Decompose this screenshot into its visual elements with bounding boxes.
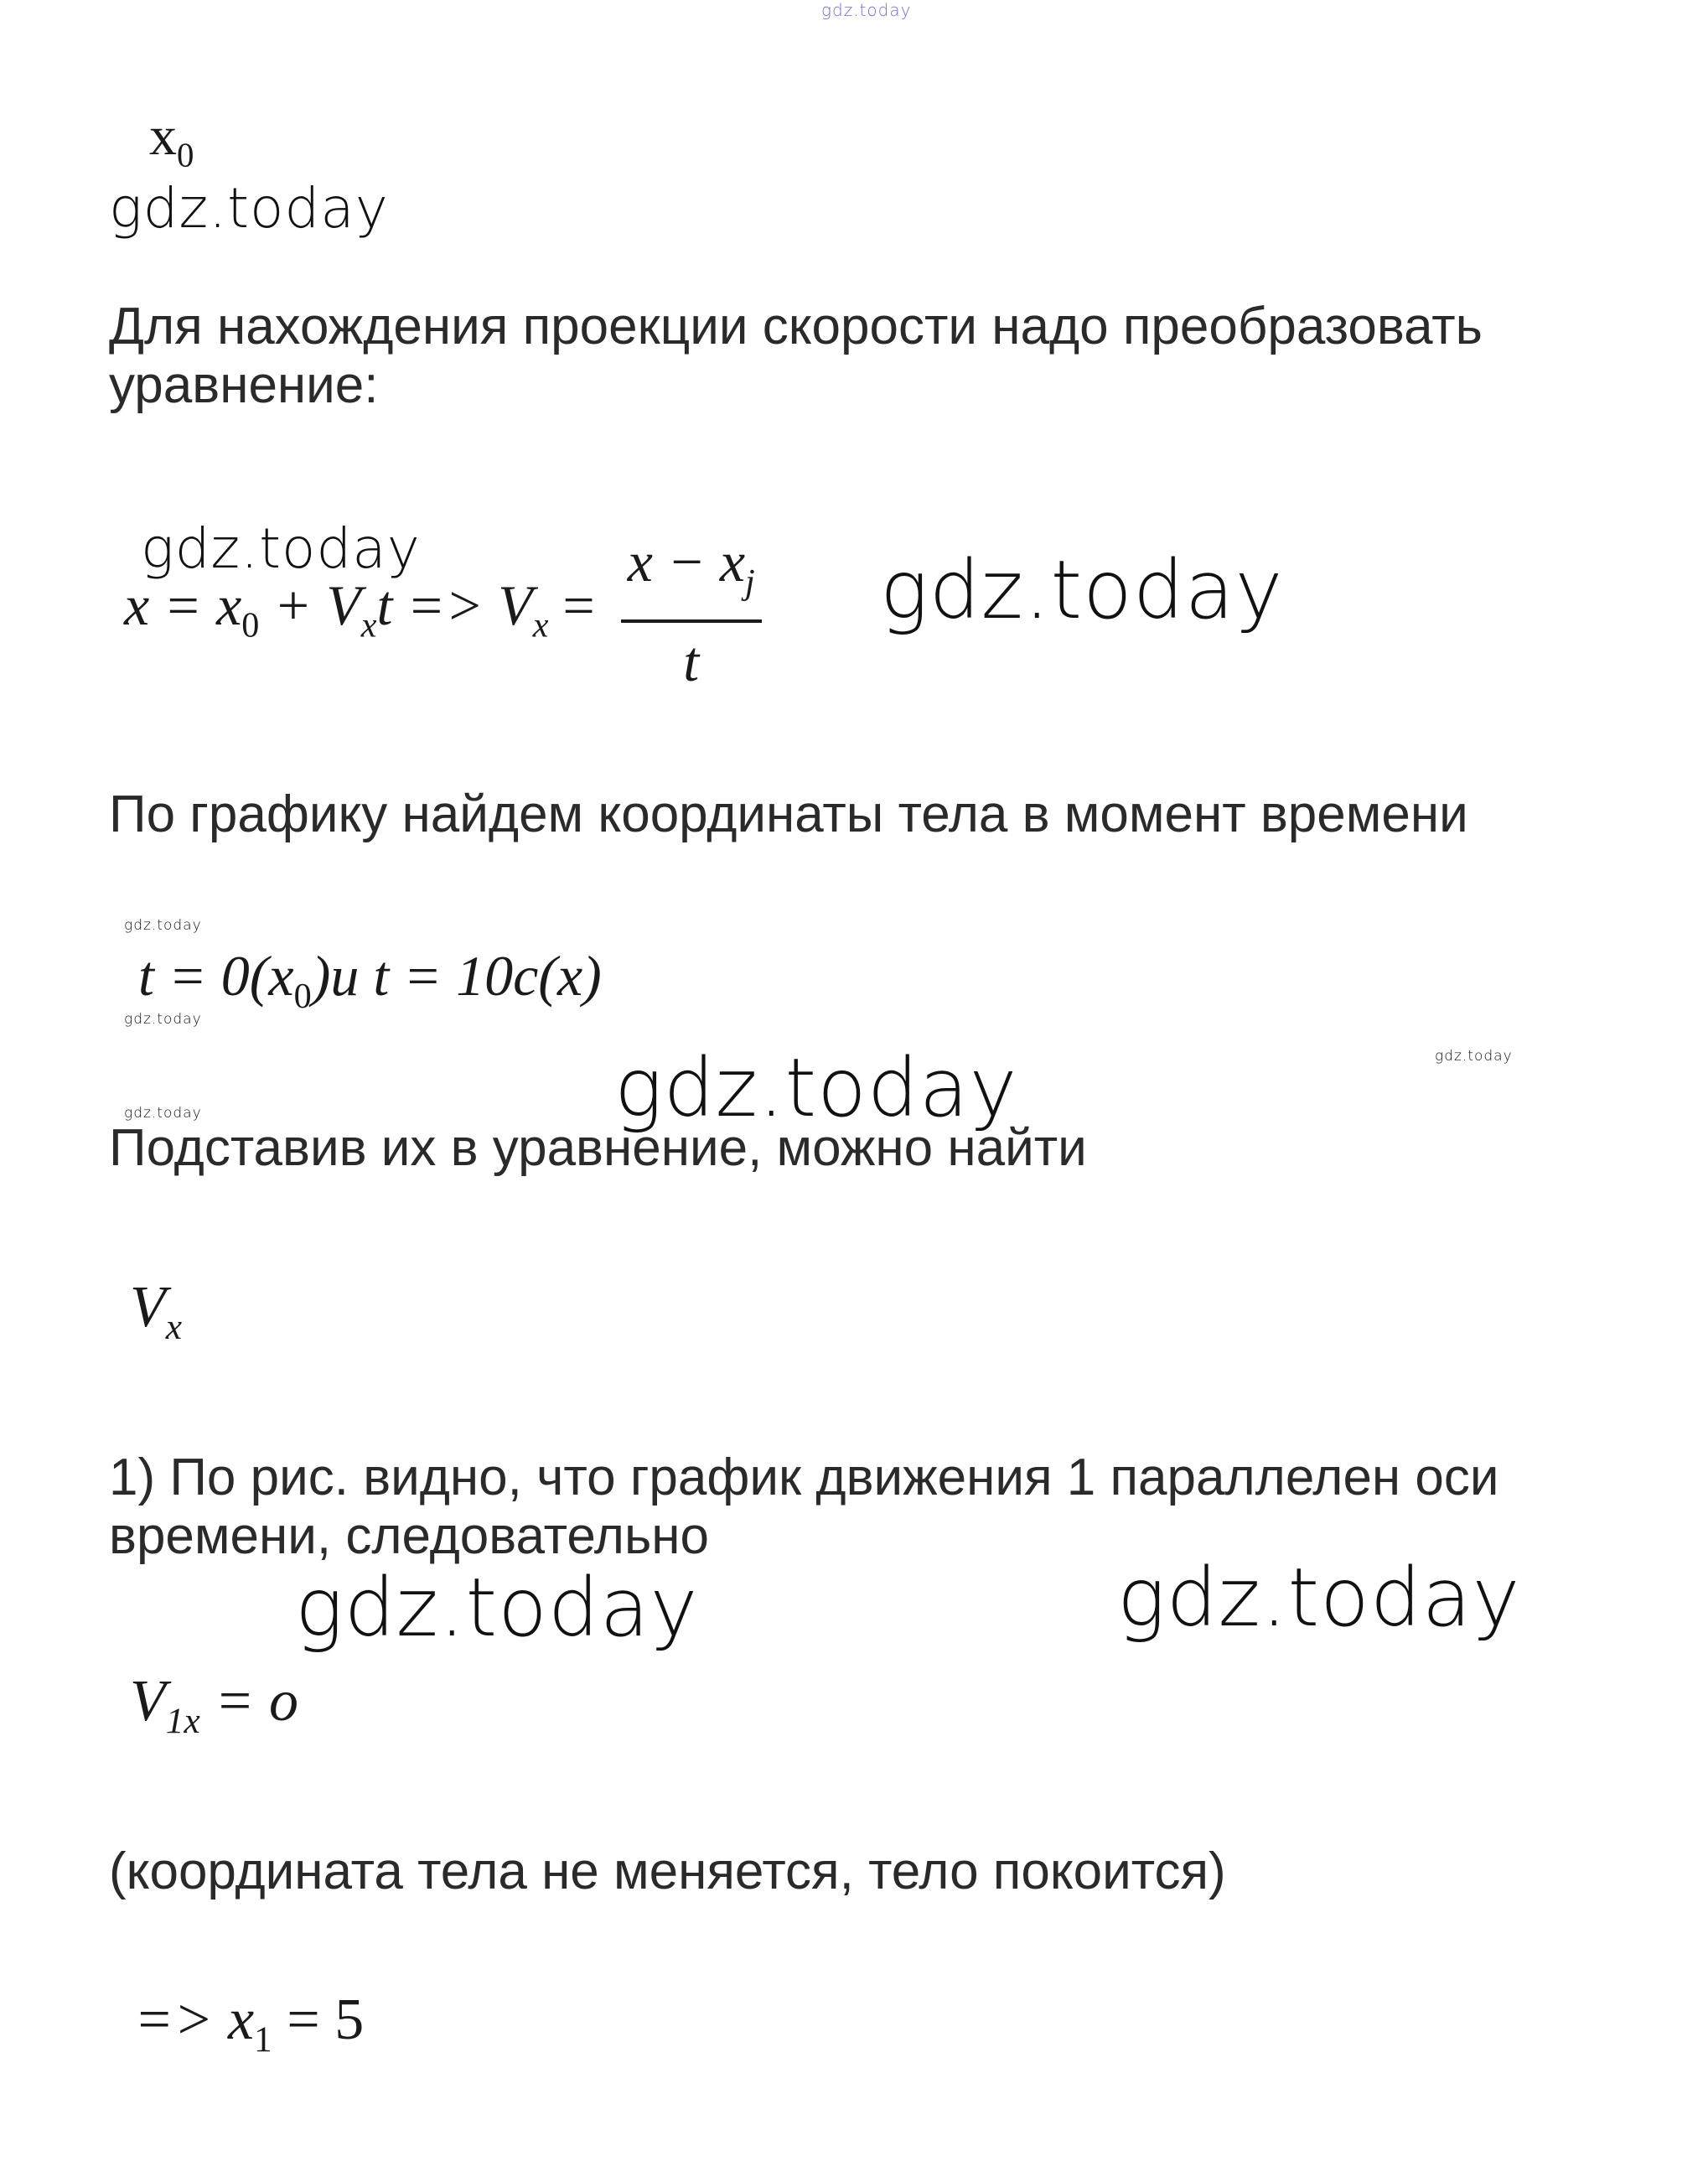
watermark-tiny-right: gdz.today [1435,1048,1513,1065]
paragraph-2: По графику найдем координаты тела в момент времени [109,785,1468,843]
paragraph-3: Подставив их в уравнение, можно найти [109,1119,1087,1177]
paragraph-4-cont: времени, следовательно [109,1507,709,1565]
watermark-tiny-2: gdz.today [124,1011,202,1028]
watermark-center: gdz.today [614,1041,1018,1135]
paragraph-5: (координата тела не меняется, тело покоится) [109,1843,1226,1900]
formula-x0: $x_0$ [149,106,194,174]
fraction: $\frac{x - x_j}{t}$ [621,528,762,695]
watermark-top: gdz.today [821,0,912,20]
watermark-tiny-1: gdz.today [124,917,202,934]
watermark-3: gdz.today [880,543,1284,637]
watermark-1: gdz.today [109,176,389,241]
formula-v1x: $V_{1x} = o$ [130,1669,298,1742]
paragraph-1: Для нахождения проекции скорости надо преобразовать [109,298,1483,355]
formula-vx: $V_x$ [130,1275,183,1348]
formula-velocity-equation: $x = x_0 + V_xt => V_x$ = $\frac{x - x_j}{t}$ [124,528,762,695]
watermark-4: gdz.today [295,1561,699,1655]
watermark-tiny-3: gdz.today [124,1105,202,1122]
paragraph-4: 1) По рис. видно, что график движения 1 параллелен оси [109,1449,1499,1506]
formula-x1: => $x_1 = 5$ [134,1988,365,2060]
watermark-2: gdz.today [141,516,421,581]
watermark-5: gdz.today [1117,1551,1521,1645]
formula-time-coordinates: $t = 0(x_0)и$ t = 10c(x) [138,944,602,1016]
paragraph-1-cont: уравнение: [109,356,379,414]
